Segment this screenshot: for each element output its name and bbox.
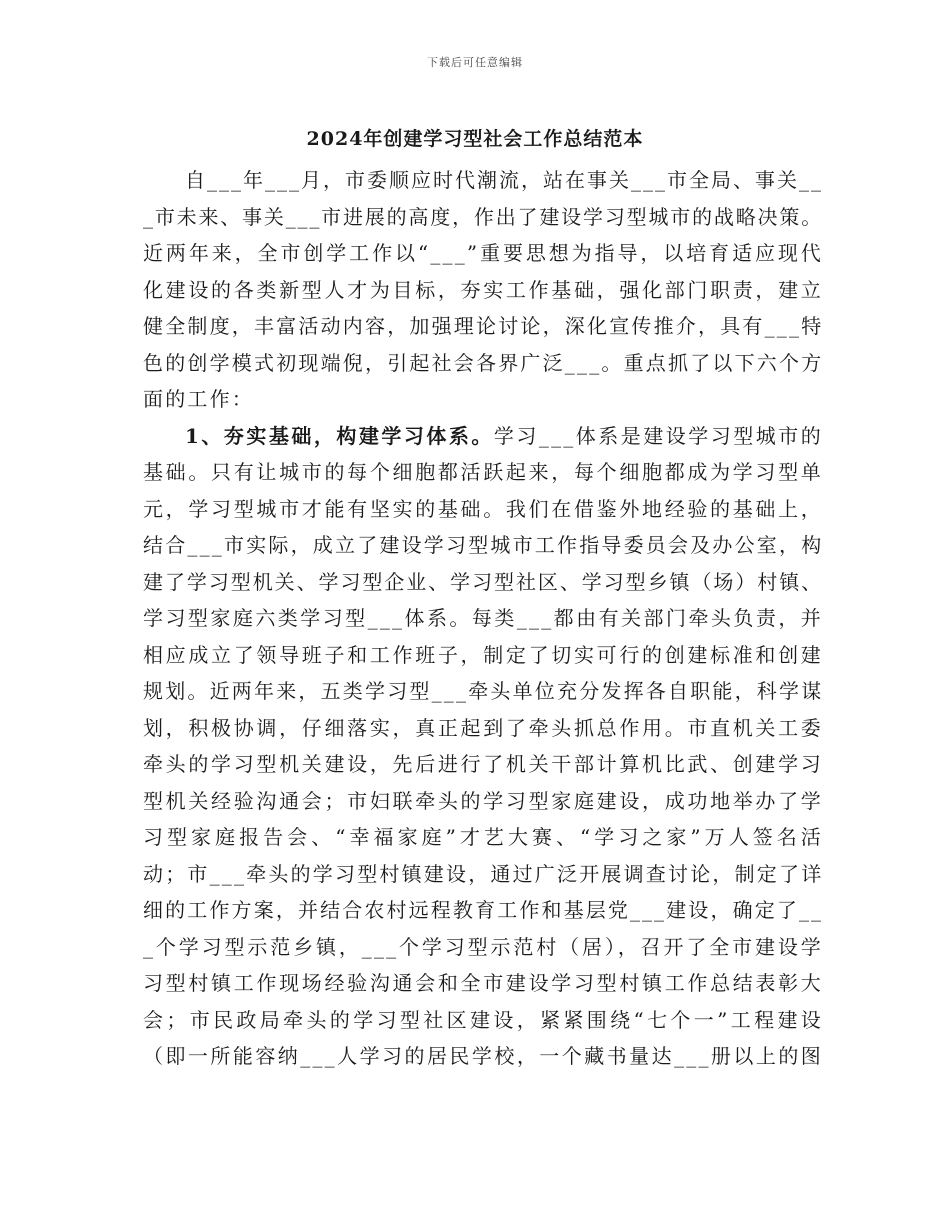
paragraph-1-line: 近两年来，全市创学工作以“___”重要思想为指导，以培育适应现代 bbox=[143, 241, 823, 265]
paragraph-1-line: 自___年___月，市委顺应时代潮流，站在事关___市全局、事关__ bbox=[185, 168, 823, 192]
document-title: 2024年创建学习型社会工作总结范本 bbox=[306, 128, 644, 150]
document-body bbox=[143, 162, 823, 1075]
paragraph-2-line: （即一所能容纳___人学习的居民学校，一个藏书量达___册以上的图 bbox=[143, 1044, 823, 1068]
paragraph-2-line: 元，学习型城市才能有坚实的基础。我们在借鉴外地经验的基础上， bbox=[143, 496, 823, 521]
paragraph-2-line: 学习型家庭六类学习型___体系。每类___都由有关部门牵头负责，并 bbox=[143, 606, 823, 630]
paragraph-2-line: 建了学习型机关、学习型企业、学习型社区、学习型乡镇（场）村镇、 bbox=[143, 569, 823, 594]
paragraph-1-line: 面的工作： bbox=[143, 387, 254, 411]
paragraph-2-line: 牵头的学习型机关建设，先后进行了机关干部计算机比武、创建学习 bbox=[143, 752, 823, 776]
paragraph-1-line: _市未来、事关___市进展的高度，作出了建设学习型城市的战略决策。 bbox=[143, 204, 823, 229]
paragraph-2-first-line-text: 学习___体系是建设学习型城市的 bbox=[493, 423, 823, 448]
paragraph-2-line: 细的工作方案，并结合农村远程教育工作和基层党___建设，确定了__ bbox=[143, 898, 823, 922]
paragraph-2-line: 基础。只有让城市的每个细胞都活跃起来，每个细胞都成为学习型单 bbox=[143, 460, 823, 484]
paragraph-1-line: 健全制度，丰富活动内容，加强理论讨论，深化宣传推介，具有___特 bbox=[143, 314, 824, 338]
paragraph-2-line: 动；市___牵头的学习型村镇建设，通过广泛开展调查讨论，制定了详 bbox=[143, 861, 824, 886]
paragraph-2-line: 规划。近两年来，五类学习型___牵头单位充分发挥各自职能，科学谋 bbox=[143, 679, 824, 703]
paragraph-1-line: 色的创学模式初现端倪，引起社会各界广泛___。重点抓了以下六个方 bbox=[143, 350, 824, 375]
paragraph-1-line: 化建设的各类新型人才为目标，夯实工作基础，强化部门职责，建立 bbox=[143, 277, 823, 302]
page-header-note: 下载后可任意编辑 bbox=[427, 56, 523, 69]
paragraph-2-line: _个学习型示范乡镇，___个学习型示范村（居），召开了全市建设学 bbox=[143, 934, 823, 959]
paragraph-2-line: 会；市民政局牵头的学习型社区建设，紧紧围绕“七个一”工程建设 bbox=[143, 1007, 823, 1032]
paragraph-2-line: 划，积极协调，仔细落实，真正起到了牵头抓总作用。市直机关工委 bbox=[143, 715, 823, 740]
paragraph-2-line: 习型村镇工作现场经验沟通会和全市建设学习型村镇工作总结表彰大 bbox=[143, 971, 823, 995]
section-heading-1: 1、夯实基础，构建学习体系。 bbox=[185, 423, 494, 448]
paragraph-2-first-line bbox=[143, 418, 823, 455]
paragraph-2-line: 相应成立了领导班子和工作班子，制定了切实可行的创建标准和创建 bbox=[143, 642, 823, 667]
paragraph-2-line: 型机关经验沟通会；市妇联牵头的学习型家庭建设，成功地举办了学 bbox=[143, 788, 823, 813]
paragraph-2-line: 习型家庭报告会、“幸福家庭”才艺大赛、“学习之家”万人签名活 bbox=[143, 825, 823, 849]
paragraph-2-line: 结合___市实际，成立了建设学习型城市工作指导委员会及办公室，构 bbox=[143, 533, 824, 557]
